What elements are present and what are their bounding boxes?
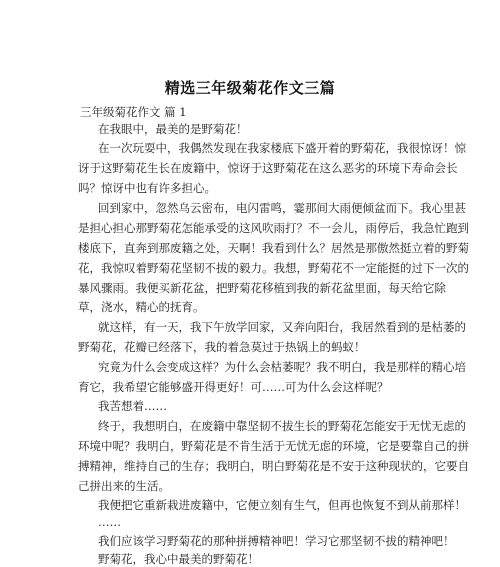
paragraph-line: 草，浇水，精心的抚育。 <box>78 300 205 314</box>
paragraph-line: 就这样，有一天，我下午放学回家，又奔向阳台，我居然看到的是枯萎的 <box>98 320 466 334</box>
paragraph-line: 终于，我想明白，在废籍中靠坚韧不拔生长的野菊花怎能安于无忧无虑的 <box>98 419 466 433</box>
paragraph-line: 野菊花，我心中最美的野菊花！ <box>98 552 259 566</box>
paragraph-line: 育它，我希望它能够盛开得更好！可……可为什么会这样呢？ <box>78 380 389 394</box>
paragraph-line: 究竟为什么会变成这样？为什么会枯萎呢？我不明白，我是那样的精心培 <box>98 360 466 374</box>
paragraph-line: …… <box>98 515 121 529</box>
section-heading: 三年级菊花作文 篇 1 <box>80 105 187 119</box>
paragraph-line: 我便把它重新栽进废籍中，它便立刻有生气，但再也恢复不到从前那样！ <box>98 498 466 512</box>
paragraph-line: 我们应该学习野菊花的那种拼搏精神吧！学习它那坚韧不拔的精神吧！ <box>98 534 455 548</box>
paragraph-line: 环境中呢？我明白，野菊花是不肯生活于无忧无虑的环境，它是要靠自己的拼 <box>78 439 469 453</box>
paragraph-line: 讶于这野菊花生长在废籍中，惊讶于这野菊花在这么恶劣的环境下寿命会长 <box>78 161 458 175</box>
paragraph-line: 搏精神，维持自己的生存；我明白，明白野菊花是不安于这种现状的，它要自 <box>78 459 469 473</box>
paragraph-line: 花，我惊叹着野菊花坚韧不拔的毅力。我想，野菊花不一定能挺的过下一次的 <box>78 261 469 275</box>
paragraph-line: 己拼出来的生活。 <box>78 479 170 493</box>
paragraph-line: 在一次玩耍中，我偶然发现在我家楼底下盛开着的野菊花，我很惊讶！惊 <box>98 141 466 155</box>
paragraph-line: 楼底下，直奔到那废籍之处，天啊！我看到什么？居然是那傲然挺立着的野菊 <box>78 241 469 255</box>
paragraph-line: 是担心担心那野菊花怎能承受的这风吹雨打？不一会儿，雨停后，我急忙跑到 <box>78 221 469 235</box>
document-title: 精选三年级菊花作文三篇 <box>164 79 336 97</box>
paragraph-line: 吗？惊讶中也有许多担心。 <box>78 181 216 195</box>
paragraph-line: 野菊花，花瓣已经落下，我的着急莫过于热锅上的蚂蚁！ <box>78 340 366 354</box>
paragraph-line: 在我眼中，最美的是野菊花！ <box>98 122 248 136</box>
paragraph-line: 我苦想着…… <box>98 399 167 413</box>
paragraph-line: 暴风骤雨。我便买新花盆，把野菊花移植到我的新花盆里面，每天给它除 <box>78 281 446 295</box>
paragraph-line: 回到家中，忽然乌云密布，电闪雷鸣，霎那间大雨便倾盆而下。我心里甚 <box>98 201 466 215</box>
